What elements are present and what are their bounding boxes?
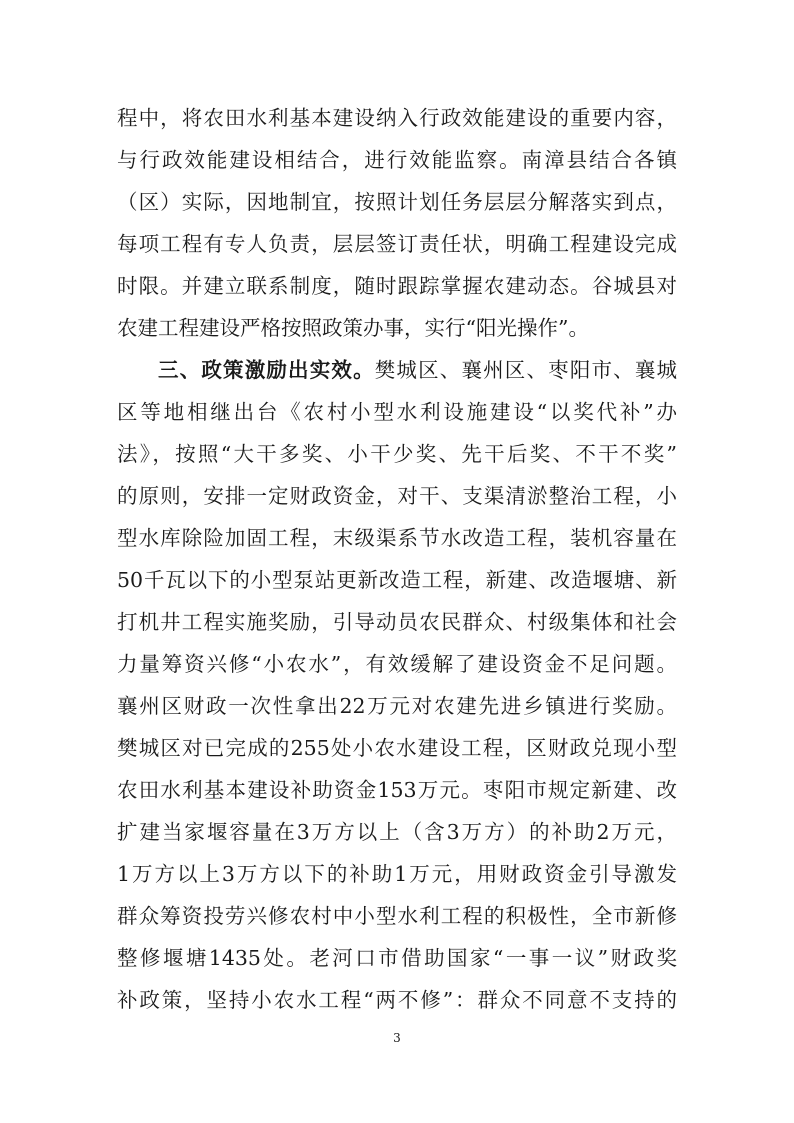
paragraph-line: 时限。并建立联系制度，随时跟踪掌握农建动态。谷城县对 — [117, 274, 677, 298]
paragraph-line: （区）实际，因地制宜，按照计划任务层层分解落实到点， — [117, 190, 677, 214]
paragraph-line: 农田水利基本建设补助资金153万元。枣阳市规定新建、改 — [117, 778, 677, 802]
paragraph-line: 农建工程建设严格按照政策办事，实行“阳光操作”。 — [117, 316, 589, 340]
paragraph-line: 1万方以上3万方以下的补助1万元，用财政资金引导激发 — [117, 862, 677, 886]
paragraph-line: 区等地相继出台《农村小型水利设施建设“以奖代补”办 — [117, 400, 677, 424]
paragraph-line: 打机井工程实施奖励，引导动员农民群众、村级集体和社会 — [117, 610, 677, 634]
paragraph-line: 扩建当家堰容量在3万方以上（含3万方）的补助2万元， — [117, 820, 677, 844]
paragraph-line: 补政策，坚持小农水工程“两不修”：群众不同意不支持的 — [117, 988, 677, 1012]
paragraph-line: 整修堰塘1435处。老河口市借助国家“一事一议”财政奖 — [117, 946, 677, 970]
section-heading: 三、政策激励出实效。 — [158, 358, 375, 382]
section-first-line — [158, 351, 677, 389]
paragraph-line: 每项工程有专人负责，层层签订责任状，明确工程建设完成 — [117, 232, 677, 256]
paragraph-line: 50千瓦以下的小型泵站更新改造工程，新建、改造堰塘、新 — [117, 568, 677, 592]
paragraph-line: 襄州区财政一次性拿出22万元对农建先进乡镇进行奖励。 — [117, 694, 677, 718]
paragraph-line: 法》，按照“大干多奖、小干少奖、先干后奖、不干不奖” — [117, 442, 677, 466]
page-number: 3 — [393, 1031, 401, 1045]
paragraph-line: 的原则，安排一定财政资金，对干、支渠清淤整治工程，小 — [117, 484, 677, 508]
paragraph-line: 型水库除险加固工程，末级渠系节水改造工程，装机容量在 — [117, 526, 677, 550]
paragraph-line: 群众筹资投劳兴修农村中小型水利工程的积极性，全市新修 — [117, 904, 677, 928]
paragraph-line: 力量筹资兴修“小农水”，有效缓解了建设资金不足问题。 — [117, 652, 677, 676]
paragraph-line: 樊城区对已完成的255处小农水建设工程，区财政兑现小型 — [117, 736, 677, 760]
paragraph-line: 与行政效能建设相结合，进行效能监察。南漳县结合各镇 — [117, 148, 677, 172]
section-first-line-text: 樊城区、襄州区、枣阳市、襄城 — [374, 358, 678, 382]
paragraph-line: 程中，将农田水利基本建设纳入行政效能建设的重要内容， — [117, 106, 677, 130]
